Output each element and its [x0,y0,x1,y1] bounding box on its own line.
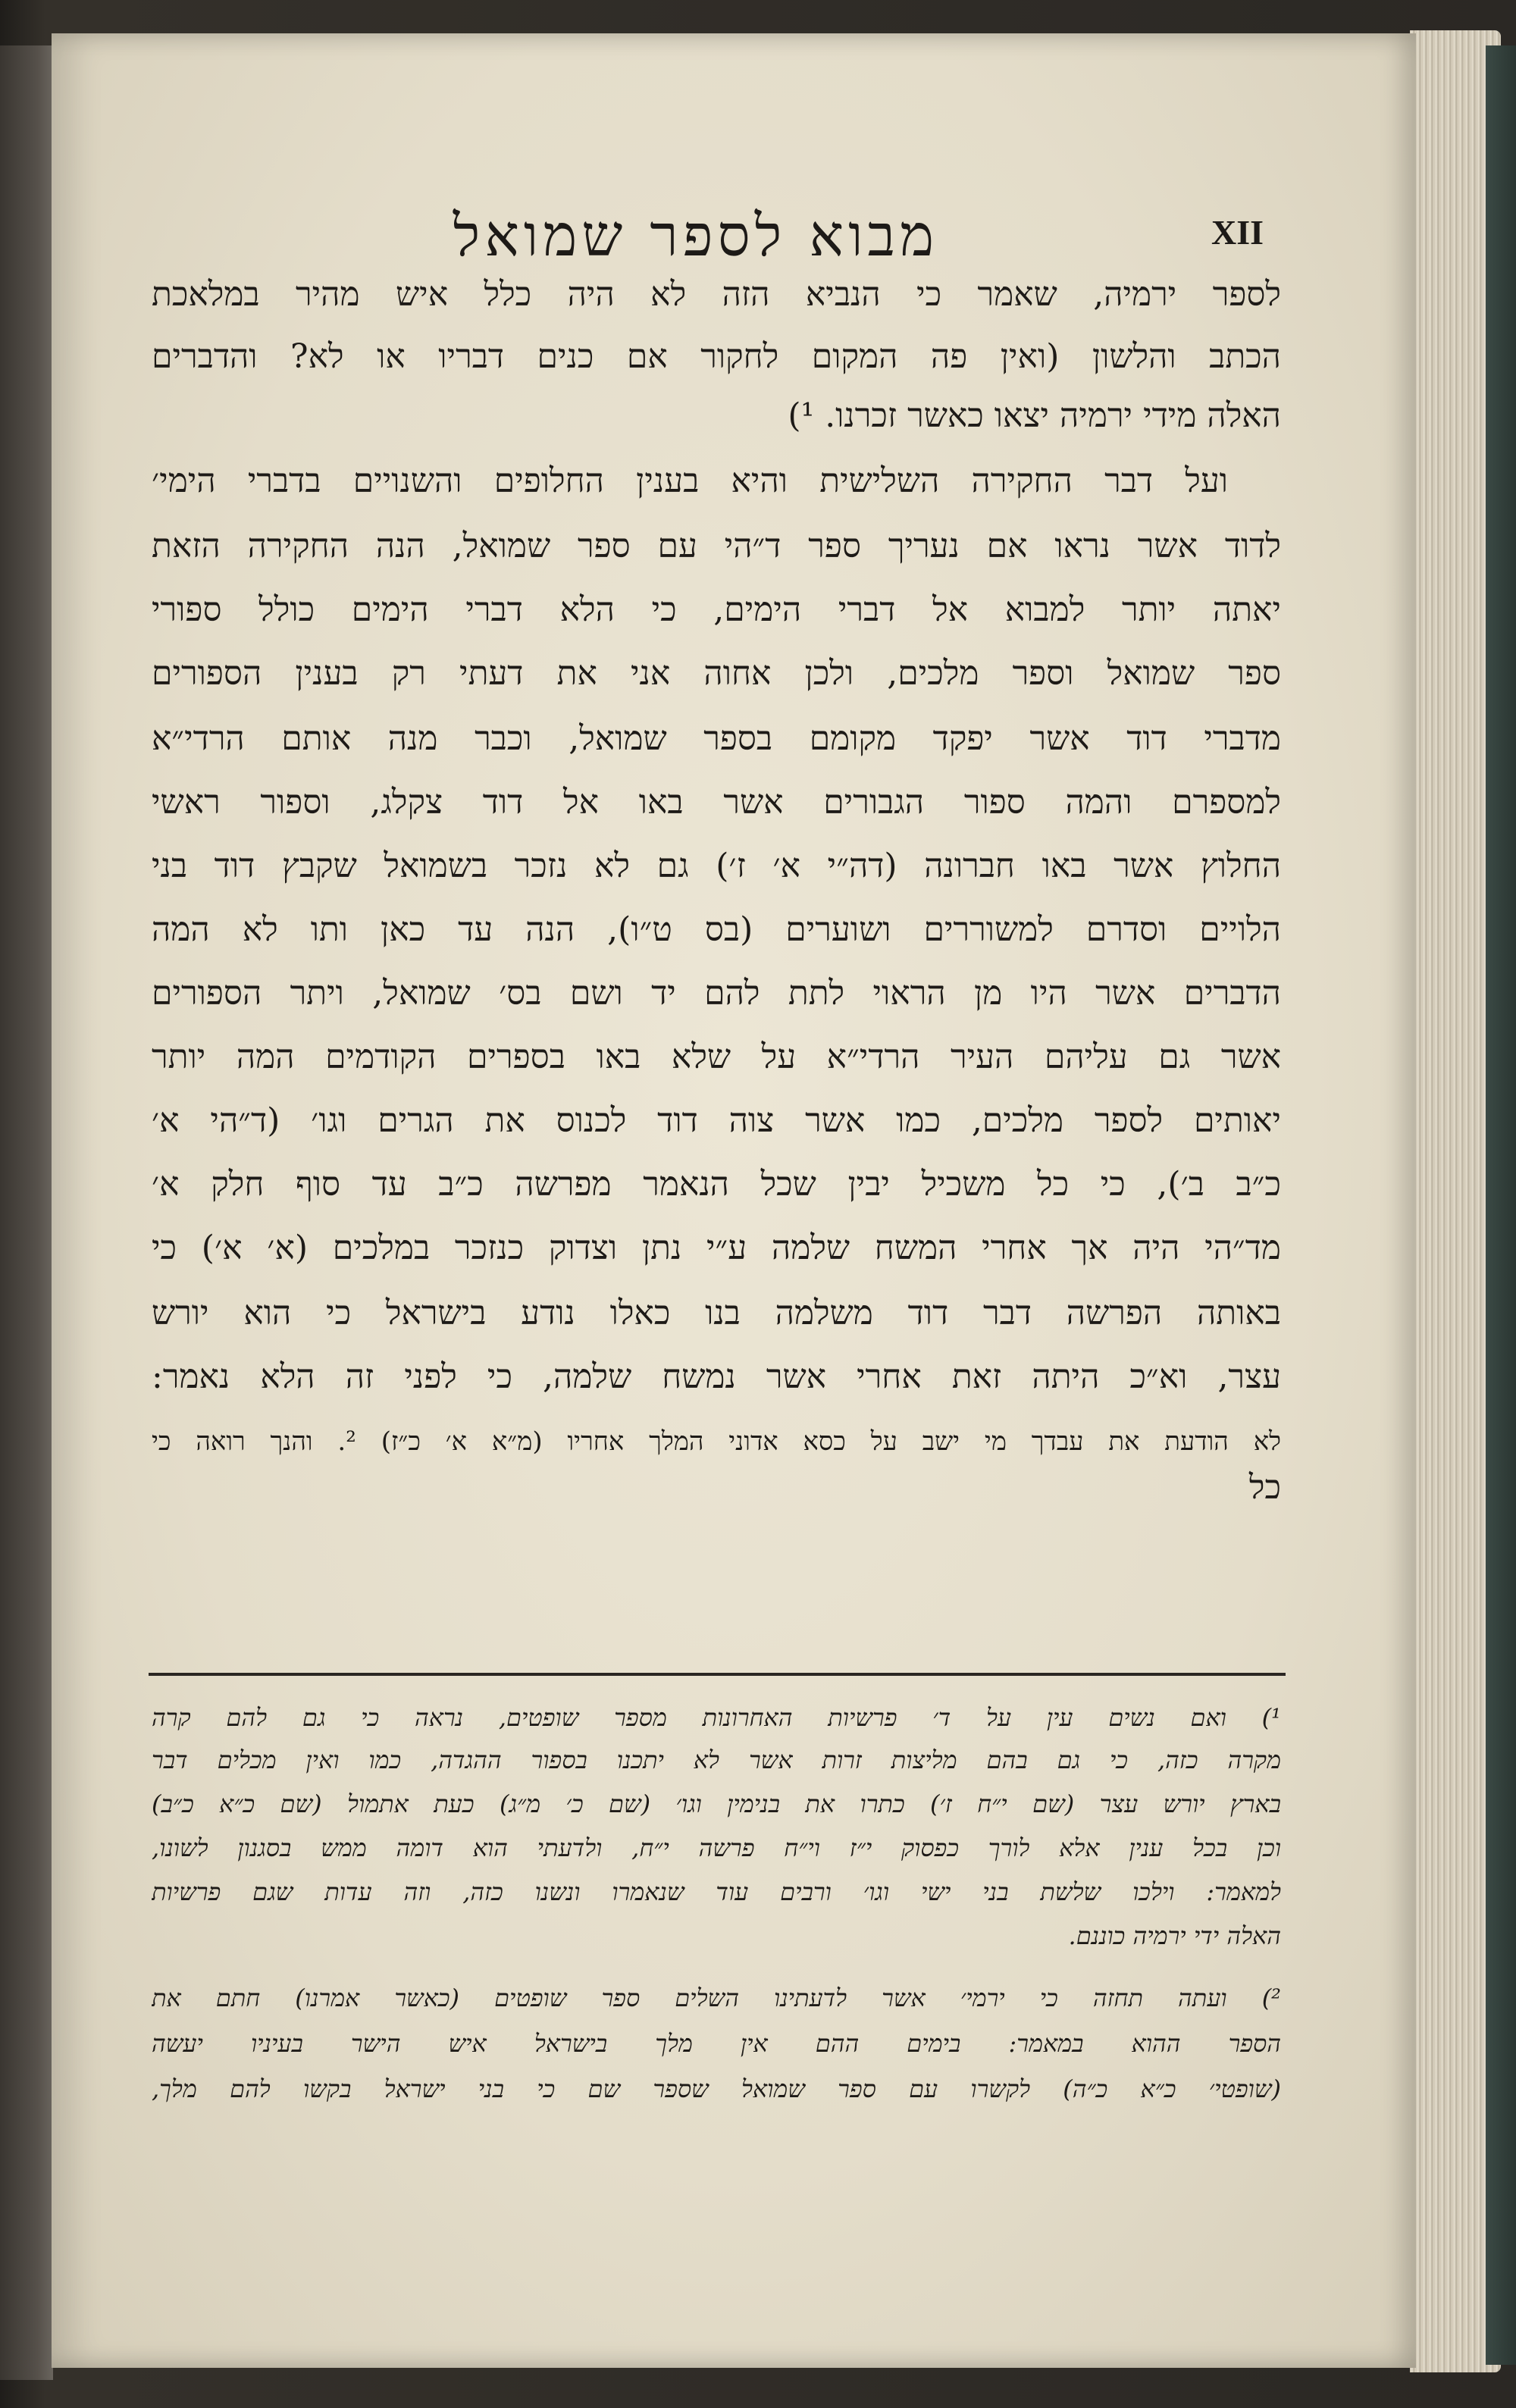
body-line: ועל דבר החקירה השלישית והיא בענין החלופים והשנויים בדברי הימי׳ [152,462,1228,500]
left-cover [0,45,53,2380]
footnote-divider [149,1673,1286,1676]
footnote-2-line: הספר ההוא במאמר: בימים ההם אין מלך בישראל איש הישר בעיניו יעשה [152,2029,1281,2058]
body-line: הלויים וסדרם למשוררים ושוערים (בס ט״ו), הנה עד כאן ותו לא המה [152,910,1281,949]
body-line: אשר גם עליהם העיר הרדי״א על שלא באו בספרים הקודמים המה יותר [152,1038,1281,1076]
body-line: ספר שמואל וספר מלכים, ולכן אחוה אני את דעתי רק בענין הספורים [152,654,1281,693]
footnote-1-line: למאמר: וילכו שלשת בני ישי וגו׳ ורבים עוד שנאמרו ונשנו כזה, וזה עדות שגם פרשיות [152,1877,1281,1906]
footnote-1-line: מקרה כזה, כי גם בהם מליצות זרות אשר לא יתכנו בספור ההגדה, כמו ואין מכלים דבר [152,1746,1281,1774]
body-line: הדברים אשר היו מן הראוי לתת להם יד ושם בס׳ שמואל, ויתר הספורים [152,974,1281,1013]
footnote-1-line: האלה ידי ירמיה כוננם. [1068,1921,1281,1950]
body-line: לספר ירמיה, שאמר כי הנביא הזה לא היה כלל איש מהיר במלאכת [152,275,1281,314]
body-line-last-word: כל [1248,1468,1281,1507]
body-line: החלוץ אשר באו חברונה (דה״י א׳ ז׳) גם לא נזכר בשמואל שקבץ דוד בני [152,847,1281,885]
footnote-2-line: ²) ועתה תחזה כי ירמי׳ אשר לדעתינו השלים ספר שופטים (כאשר אמרנו) חתם את [152,1984,1281,2012]
book-page [52,33,1416,2368]
footnote-2-line: (שופטי׳ כ״א כ״ה) לקשרו עם ספר שמואל שספר שם כי בני ישראל בקשו להם מלך, [152,2075,1281,2103]
body-line: מדברי דוד אשר יפקד מקומם בספר שמואל, וכבר מנה אותם הרדי״א [152,719,1281,758]
right-cover [1486,45,1516,2365]
footnote-1-line: בארץ יורש עצר (שם י״ח ז׳) כתרו את בנימין וגו׳ (שם כ׳ מ״ג) כעת אתמול (שם כ״א כ״ב) [152,1790,1281,1818]
footnote-1-line: וכן בכל ענין אלא לורך כפסוק י״ז וי״ח פרשה י״ח, ולדעתי הוא דומה ממש בסגנון לשונו, [152,1833,1281,1862]
body-line: מד״הי היה אך אחרי המשח שלמה ע״י נתן וצדוק כנזכר במלכים (א׳ א׳) כי [152,1229,1281,1267]
body-line: יאותים לספר מלכים, כמו אשר צוה דוד לכנוס את הגרים וגו׳ (ד״הי א׳ [152,1101,1281,1140]
body-line: לדוד אשר נראו אם נעריך ספר ד״הי עם ספר שמואל, הנה החקירה הזאת [152,527,1281,565]
body-line: באותה הפרשה דבר דוד משלמה בנו כאלו נודע בישראל כי הוא יורש [152,1294,1281,1332]
body-line: למספרם והמה ספור הגבורים אשר באו אל דוד צקלג, וספור ראשי [152,783,1281,822]
body-line-quote: לא הודעת את עבדך מי ישב על כסא אדוני המלך אחריו (מ״א א׳ כ״ז) ². והנך רואה כי [152,1426,1281,1457]
body-line: הכתב והלשון (ואין פה המקום לחקור אם כנים דבריו או לא? והדברים [152,337,1281,376]
page-number: XII [1211,213,1264,252]
body-line: האלה מידי ירמיה יצאו כאשר זכרנו. ¹) [788,396,1281,435]
footnote-1-line: ¹) ואם נשים עין על ד׳ פרשיות האחרונות מספר שופטים, נראה כי גם להם קרה [152,1703,1281,1732]
body-line: כ״ב ב׳), כי כל משכיל יבין שכל הנאמר מפרשה כ״ב עד סוף חלק א׳ [152,1165,1281,1204]
body-line: עצר, וא״כ היתה זאת אחרי אשר נמשח שלמה, כי לפני זה הלא נאמר: [152,1357,1281,1396]
running-header-title: מבוא לספר שמואל [453,202,939,269]
body-line: יאתה יותר למבוא אל דברי הימים, כי הלא דברי הימים כולל ספורי [152,590,1281,629]
